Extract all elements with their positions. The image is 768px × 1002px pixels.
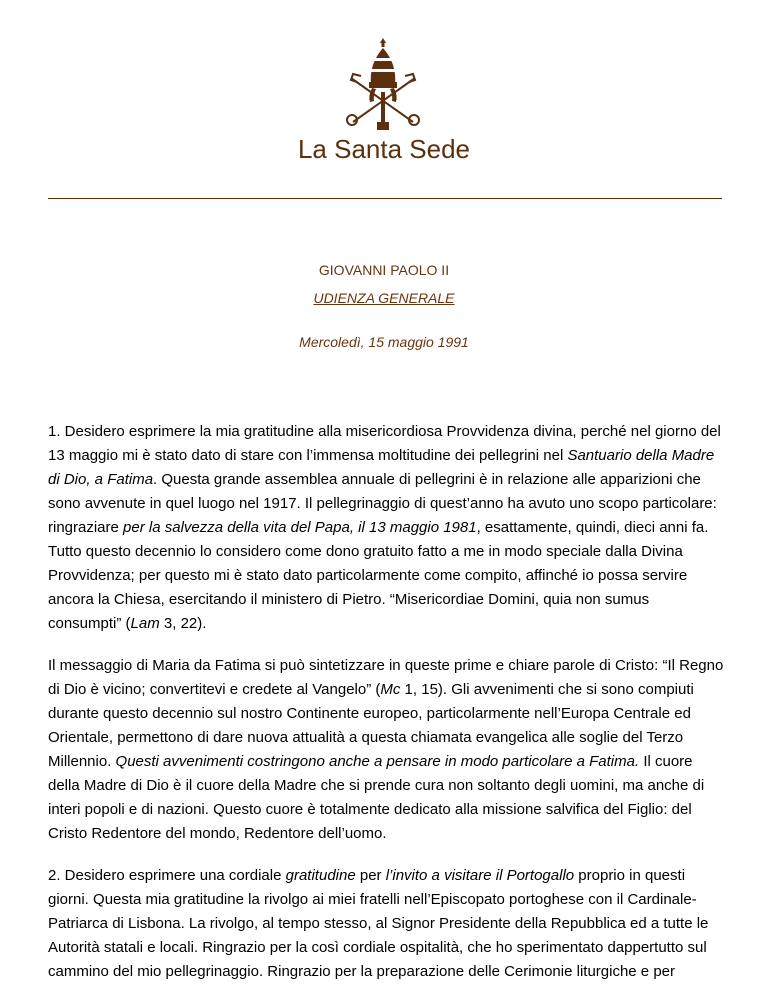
paragraph (48, 420, 724, 636)
italic-run: Santuario della Madre di Dio, a Fatima (48, 447, 715, 488)
paragraph (48, 864, 724, 984)
text-run: 2. Desidero esprimere una cordiale (48, 867, 286, 884)
document-body (48, 420, 724, 1002)
text-run: Il cuore della Madre di Dio è il cuore della Madre che si prende cura non soltanto degli uomini, ma anche di interi popoli e di nazioni. Questo cuore è totalmente dedicato alla missione salvifica del Figlio: del Cristo Redentore del mondo, Redentore dell’uomo. (48, 753, 705, 842)
header-divider (48, 198, 722, 199)
text-run: 3, 22). (159, 615, 207, 632)
text-run: , esattamente, quindi, dieci anni fa. Tutto questo decennio lo considero come dono gratuito fatto a me in modo speciale dalla Divina Provvidenza; per questo mi è stato dato particolarmente come compito, affinché io possa servire ancora la Chiesa, esercitando il ministero di Pietro. “Misericordiae Domini, quia non sumus consumpti” ( (48, 519, 709, 632)
document-date: Mercoledì, 15 maggio 1991 (299, 334, 469, 350)
document-event[interactable]: UDIENZA GENERALE (313, 290, 455, 306)
text-run: per (355, 867, 386, 884)
site-title: La Santa Sede (297, 134, 471, 164)
document-author: GIOVANNI PAOLO II (318, 262, 450, 278)
paragraph (48, 654, 724, 846)
italic-run: per la salvezza della vita del Papa, il 13 maggio 1981 (123, 519, 477, 536)
italic-run: gratitudine (285, 867, 356, 884)
italic-run: Mc (380, 681, 401, 698)
text-run: . Questa grande assemblea annuale di pellegrini è in relazione alle apparizioni che sono avvenute in quel luogo nel 1917. Il pellegrinaggio di quest’anno ha avuto uno scopo particolare: ringraziare (48, 471, 717, 536)
italic-run: Questi avvenimenti costringono anche a pensare in modo particolare a Fatima. (115, 753, 640, 770)
text-run: 1. Desidero esprimere la mia gratitudine alla misericordiosa Provvidenza divina, perché nel giorno del 13 maggio mi è stato dato di stare con l’immensa moltitudine dei pellegrini nel (48, 423, 721, 464)
text-run: proprio in questi giorni. Questa mia gratitudine la rivolgo ai miei fratelli nell’Episcopato portoghese con il Cardinale-Patriarca di Lisbona. La rivolgo, al tempo stesso, al Signor Presidente della Repubblica ed a tutte le Autorità statali e locali. Ringrazio per la così cordiale ospitalità, che ho sperimentato dappertutto sul cammino del mio pellegrinaggio. Ringrazio per la preparazione delle Cerimonie liturgiche e per (48, 867, 709, 980)
italic-run: l’invito a visitare il Portogallo (385, 867, 575, 884)
text-run: Il messaggio di Maria da Fatima si può sintetizzare in queste prime e chiare parole di Cristo: “Il Regno di Dio è vicino; convertitevi e credete al Vangelo” ( (48, 657, 724, 698)
italic-run: Lam (130, 615, 160, 632)
papal-emblem-icon (341, 36, 425, 132)
text-run: 1, 15). Gli avvenimenti che si sono compiuti durante questo decennio sul nostro Continente europeo, particolarmente nell’Europa Centrale ed Orientale, permettono di dare nuova attualità a questa chiamata evangelica alle soglie del Terzo Millennio. (48, 681, 694, 770)
